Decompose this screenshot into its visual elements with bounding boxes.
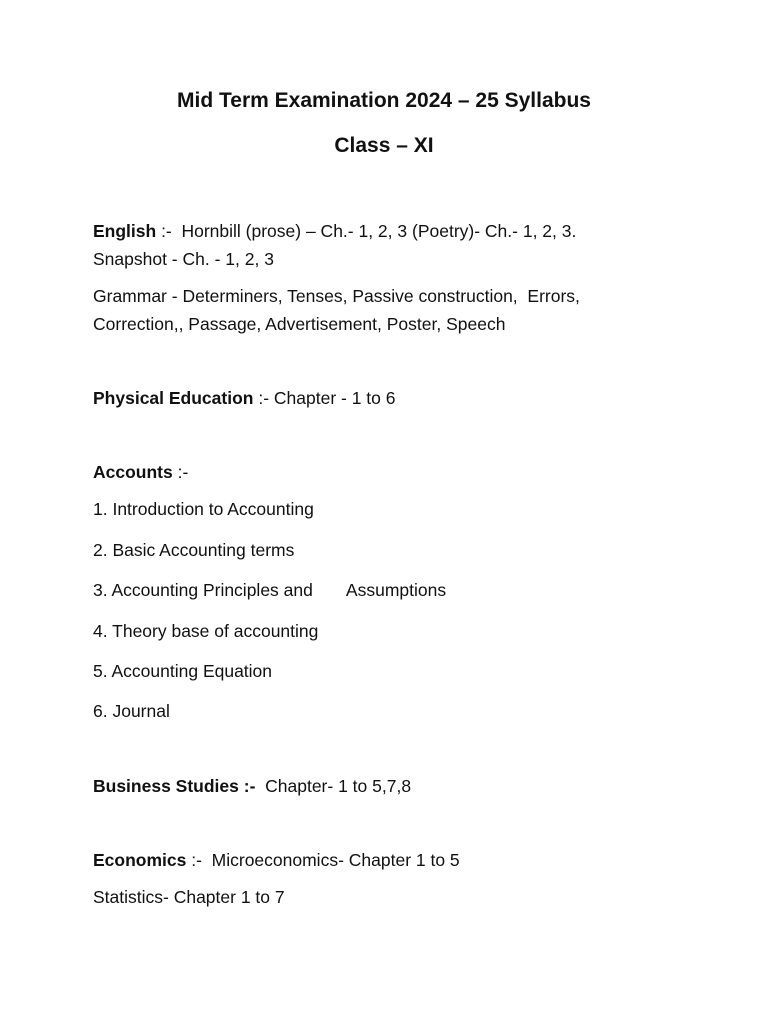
grammar-line-2: Correction,, Passage, Advertisement, Poster, Speech	[93, 314, 506, 334]
class-heading: Class – XI	[334, 134, 434, 157]
physical-education-text: :- Chapter - 1 to 6	[253, 388, 396, 408]
accounts-item: 5. Accounting Equation	[93, 661, 273, 681]
economics-label: Economics	[93, 850, 187, 870]
grammar-line-1: Grammar - Determiners, Tenses, Passive construction, Errors,	[93, 286, 580, 306]
business-studies-label: Business Studies :-	[93, 776, 256, 796]
english-label: English	[93, 221, 157, 241]
physical-education-line	[93, 384, 693, 412]
english-line-2: Snapshot - Ch. - 1, 2, 3	[93, 249, 274, 269]
accounts-suffix: :-	[172, 462, 189, 482]
economics-text: :- Microeconomics- Chapter 1 to 5	[186, 850, 460, 870]
economics-line	[93, 846, 693, 874]
accounts-label: Accounts	[93, 462, 173, 482]
accounts-heading	[93, 458, 693, 486]
english-line-1	[93, 217, 693, 245]
accounts-item: 1. Introduction to Accounting	[93, 499, 314, 519]
accounts-item: 4. Theory base of accounting	[93, 621, 319, 641]
accounts-item: 6. Journal	[93, 701, 170, 721]
document-title: Mid Term Examination 2024 – 25 Syllabus	[177, 89, 591, 112]
business-studies-line	[93, 772, 693, 800]
english-text: :- Hornbill (prose) – Ch.- 1, 2, 3 (Poetry)- Ch.- 1, 2, 3.	[156, 221, 577, 241]
accounts-item: 3. Accounting Principles and Assumptions	[93, 580, 447, 600]
accounts-item: 2. Basic Accounting terms	[93, 540, 295, 560]
physical-education-label: Physical Education	[93, 388, 254, 408]
business-studies-text: Chapter- 1 to 5,7,8	[255, 776, 412, 796]
statistics-line: Statistics- Chapter 1 to 7	[93, 887, 285, 907]
